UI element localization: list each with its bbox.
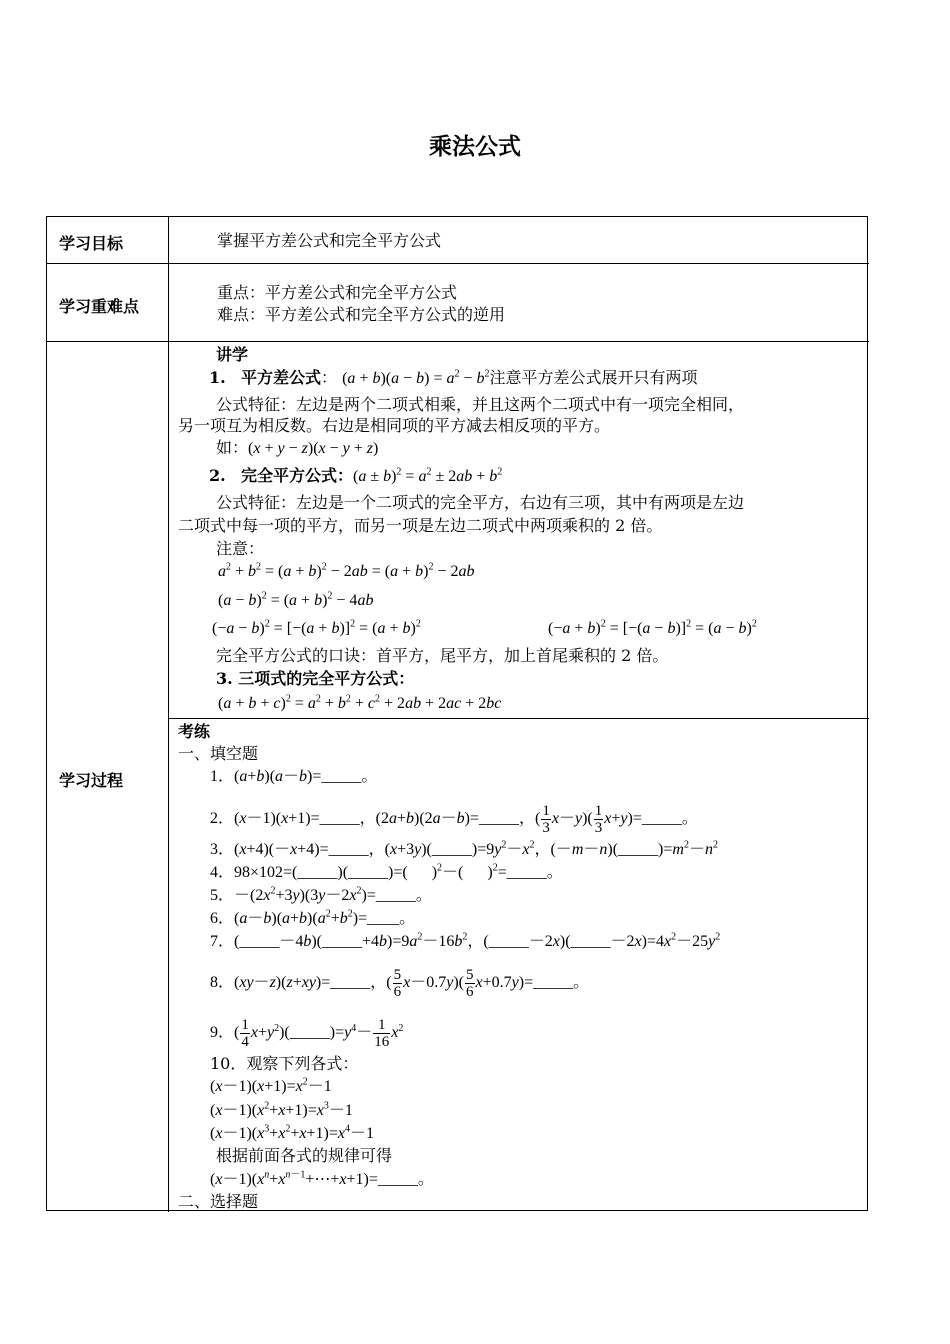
q10-line-3: $(x-1)(x^3+x^2+x+1)=x^4-1$ xyxy=(210,1123,374,1142)
formula-line-1: $a^2 + b^2 = (a + b)^2 - 2ab = (a + b)^2 - 2ab$ xyxy=(218,561,475,580)
question-5: 5．$-(2x^2+3y)(3y-2x^2)=\_\_\_\_\_$。 xyxy=(210,885,432,904)
question-7: 7．$(\_\_\_\_\_-4b)(\_\_\_\_\_+4b)=9a^2-16b^2$，$(\_\_\_\_\_-2x)(\_\_\_\_\_-2x)=4x^2-25y^2$ xyxy=(210,931,721,950)
part2-heading: 二、选择题 xyxy=(178,1192,259,1211)
s1-note: 注意平方差公式展开只有两项 xyxy=(489,368,698,387)
s2-feature-a: 公式特征：左边是一个二项式的完全平方，右边有三项，其中有两项是左边 xyxy=(216,493,745,512)
practice-heading: 考练 xyxy=(178,722,211,741)
question-4: 4．98×102=(_____)(_____)=( )$^2$－( )$^2$=_____。 xyxy=(210,862,563,881)
lecture-heading: 讲学 xyxy=(216,345,249,364)
section-1: 1. 平方差公式： $(a + b)(a - b) = a^2 - b^2$注意平方差公式展开只有两项 xyxy=(209,368,698,387)
formula-line-3b: $(-a + b)^2 = [-(a - b)]^2 = (a - b)^2$ xyxy=(548,618,757,637)
difficult-text: 难点：平方差公式和完全平方公式的逆用 xyxy=(217,305,506,324)
s2-title: 完全平方公式： xyxy=(240,466,353,485)
q10-rule: 根据前面各式的规律可得 xyxy=(216,1146,393,1165)
key-text: 重点：平方差公式和完全平方公式 xyxy=(217,283,458,302)
s1-example: 如：(x + y − z)(x − y + z) xyxy=(216,438,379,457)
s3-title: 3. 三项式的完全平方公式： xyxy=(216,669,415,688)
formula-line-4: $(a + b + c)^2 = a^2 + b^2 + c^2 + 2ab + 2ac + 2bc$ xyxy=(218,693,502,712)
formula-line-2: $(a - b)^2 = (a + b)^2 - 4ab$ xyxy=(218,590,374,609)
page-title: 乘法公式 xyxy=(429,134,521,160)
question-3: 3．(x+4)(－x+4)=_____，$(x+3y)(\_\_\_\_\_)=9y^2-x^2$，$(-m-n)(\_\_\_\_\_)=m^2-n^2$ xyxy=(210,839,718,858)
s2-attention: 注意： xyxy=(216,539,265,558)
row-divider xyxy=(47,263,869,264)
question-1: 1．(a+b)(a－b)=_____。 xyxy=(210,768,378,785)
row-divider xyxy=(168,718,869,719)
key-label: 学习重难点 xyxy=(59,297,140,316)
question-9: 9．( $\frac{1}{4}$ $x+y^2)(\_\_\_\_\_)=y^4-$ $\frac{1}{16}$ $x^2$ xyxy=(210,1017,404,1050)
s2-feature-b: 二项式中每一项的平方，而另一项是左边二项式中两项乘积的 2 倍。 xyxy=(178,516,663,535)
part1-heading: 一、填空题 xyxy=(178,744,259,763)
question-6: 6．$(a-b)(a+b)(a^2+b^2)=\_\_\_\_$。 xyxy=(210,908,416,927)
goal-text: 掌握平方差公式和完全平方公式 xyxy=(217,231,442,250)
column-divider xyxy=(168,217,169,1212)
s2-num: 2. xyxy=(209,466,226,485)
question-8: 8．(xy－z)(z+xy)=_____，( $\frac{5}{6}$ x－0.7y)( $\frac{5}{6}$ x+0.7y)=_____。 xyxy=(210,967,590,1000)
s1-title: 平方差公式 xyxy=(240,368,321,387)
row-divider xyxy=(47,341,869,342)
q10-answer: $(x-1)(x^n+x^{n-1}+\cdots+x+1)=\_\_\_\_\_$。 xyxy=(210,1169,434,1188)
question-2: 2．(x－1)(x+1)=_____，(2a+b)(2a－b)=_____，( $\frac{1}{3}$ x－y)( $\frac{1}{3}$ x+y)=_____。 xyxy=(210,803,698,836)
q10-line-1: $(x-1)(x+1)=x^2-1$ xyxy=(210,1076,332,1095)
s2-rhyme: 完全平方公式的口诀：首平方，尾平方，加上首尾乘积的 2 倍。 xyxy=(216,646,669,665)
goal-label: 学习目标 xyxy=(59,234,124,253)
s1-num: 1. xyxy=(209,368,226,387)
q10-line-2: $(x-1)(x^2+x+1)=x^3-1$ xyxy=(210,1100,353,1119)
s1-feature-b: 另一项互为相反数。右边是相同项的平方减去相反项的平方。 xyxy=(178,416,611,435)
process-label: 学习过程 xyxy=(59,771,124,790)
formula-line-3a: $(-a - b)^2 = [-(a + b)]^2 = (a + b)^2$ xyxy=(212,618,421,637)
s1-feature-a: 公式特征：左边是两个二项式相乘，并且这两个二项式中有一项完全相同， xyxy=(216,395,745,414)
section-2: 2. 完全平方公式：$(a \pm b)^2 = a^2 \pm 2ab + b^2$ xyxy=(209,466,503,485)
q10-intro: 10．观察下列各式： xyxy=(210,1054,359,1073)
s1-example-label: 如： xyxy=(216,438,249,457)
